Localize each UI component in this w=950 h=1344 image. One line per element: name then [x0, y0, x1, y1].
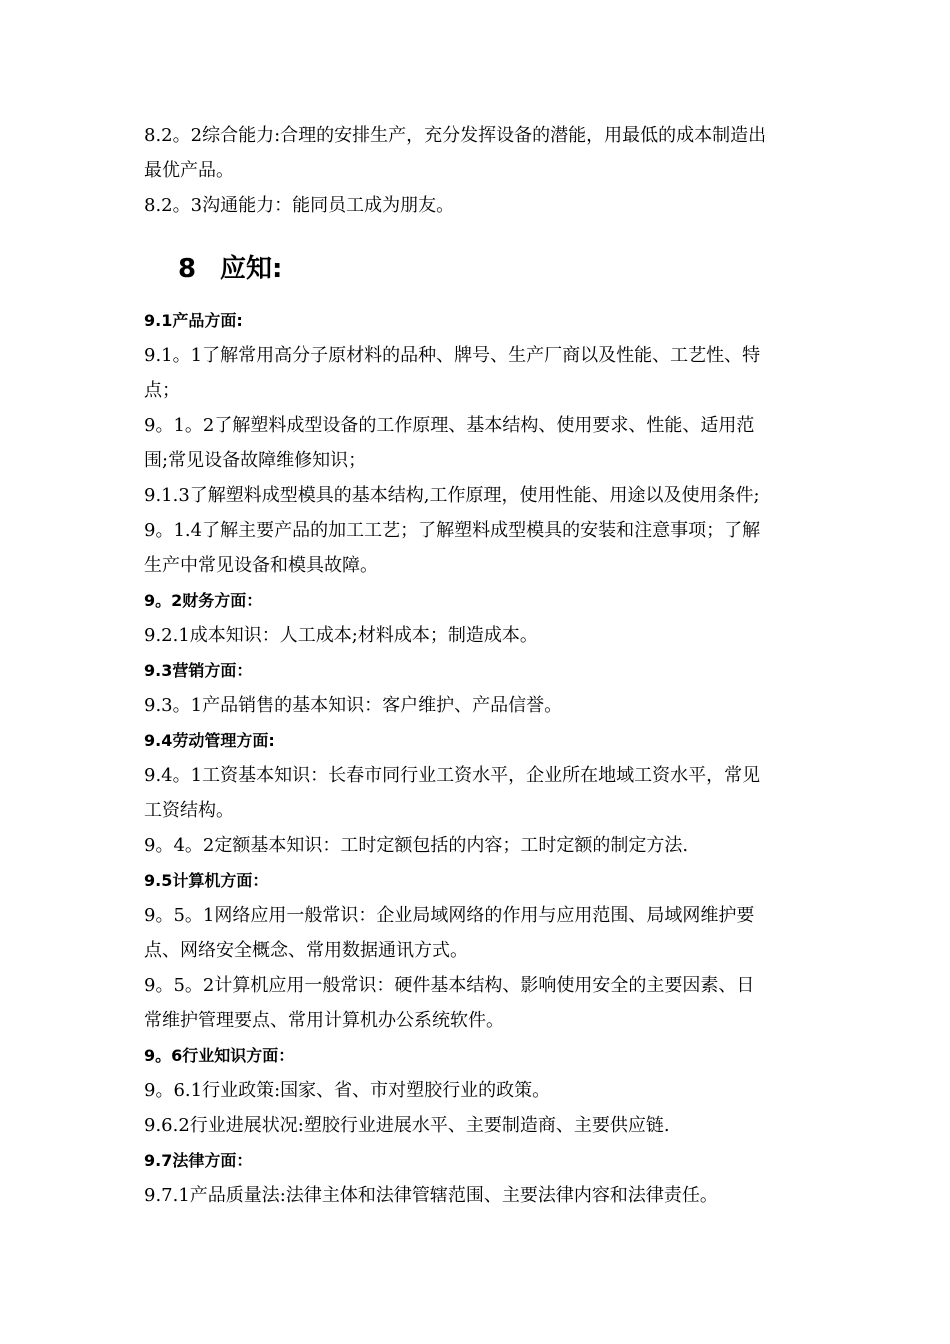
paragraph-line: 9。1.4了解主要产品的加工工艺；了解塑料成型模具的安装和注意事项；了解	[144, 520, 761, 541]
subsection-heading: 9。2财务方面：	[144, 591, 263, 610]
paragraph-line: 9.3。1产品销售的基本知识：客户维护、产品信誉。	[144, 695, 563, 716]
paragraph-line: 8.2。2综合能力:合理的安排生产，充分发挥设备的潜能，用最低的成本制造出	[144, 125, 767, 146]
paragraph-line: 9。1。2了解塑料成型设备的工作原理、基本结构、使用要求、性能、适用范	[144, 415, 755, 436]
paragraph-line: 9。6.1行业政策:国家、省、市对塑胶行业的政策。	[144, 1080, 551, 1101]
paragraph-line: 9.4。1工资基本知识：长春市同行业工资水平，企业所在地域工资水平，常见	[144, 765, 761, 786]
paragraph-line: 9.7.1产品质量法:法律主体和法律管辖范围、主要法律内容和法律责任。	[144, 1185, 718, 1206]
paragraph-line: 9.2.1成本知识：人工成本;材料成本；制造成本。	[144, 625, 538, 646]
subsection-heading: 9.7法律方面：	[144, 1151, 253, 1170]
subsection-heading: 9.3营销方面：	[144, 661, 253, 680]
subsection-heading: 9.5计算机方面：	[144, 871, 269, 890]
section-content	[144, 303, 824, 1213]
section-title: 应知:	[220, 254, 283, 284]
paragraph-line: 点、网络安全概念、常用数据通讯方式。	[144, 940, 468, 961]
paragraph-line: 工资结构。	[144, 800, 234, 821]
section-number: 8	[178, 254, 197, 284]
document-body	[144, 118, 824, 1213]
subsection-heading: 9.1产品方面:	[144, 311, 243, 330]
paragraph-line: 围;常见设备故障维修知识；	[144, 450, 367, 471]
paragraph-line: 9。5。1网络应用一般常识：企业局域网络的作用与应用范围、局域网维护要	[144, 905, 755, 926]
paragraph-line: 点；	[144, 380, 180, 401]
paragraph-line: 9.1。1了解常用高分子原材料的品种、牌号、生产厂商以及性能、工艺性、特	[144, 345, 761, 366]
paragraph-line: 9。5。2计算机应用一般常识：硬件基本结构、影响使用安全的主要因素、日	[144, 975, 755, 996]
paragraph-line: 9。4。2定额基本知识：工时定额包括的内容；工时定额的制定方法.	[144, 835, 689, 856]
subsection-heading: 9.4劳动管理方面:	[144, 731, 275, 750]
section-heading	[178, 251, 824, 287]
paragraph-line: 最优产品。	[144, 160, 234, 181]
paragraph-line: 8.2。3沟通能力：能同员工成为朋友。	[144, 195, 455, 216]
paragraph-line: 生产中常见设备和模具故障。	[144, 555, 378, 576]
paragraph-line: 9.1.3了解塑料成型模具的基本结构,工作原理，使用性能、用途以及使用条件;	[144, 485, 760, 506]
paragraph-line: 9.6.2行业进展状况:塑胶行业进展水平、主要制造商、主要供应链.	[144, 1115, 670, 1136]
subsection-heading: 9。6行业知识方面：	[144, 1046, 295, 1065]
paragraph-line: 常维护管理要点、常用计算机办公系统软件。	[144, 1010, 504, 1031]
